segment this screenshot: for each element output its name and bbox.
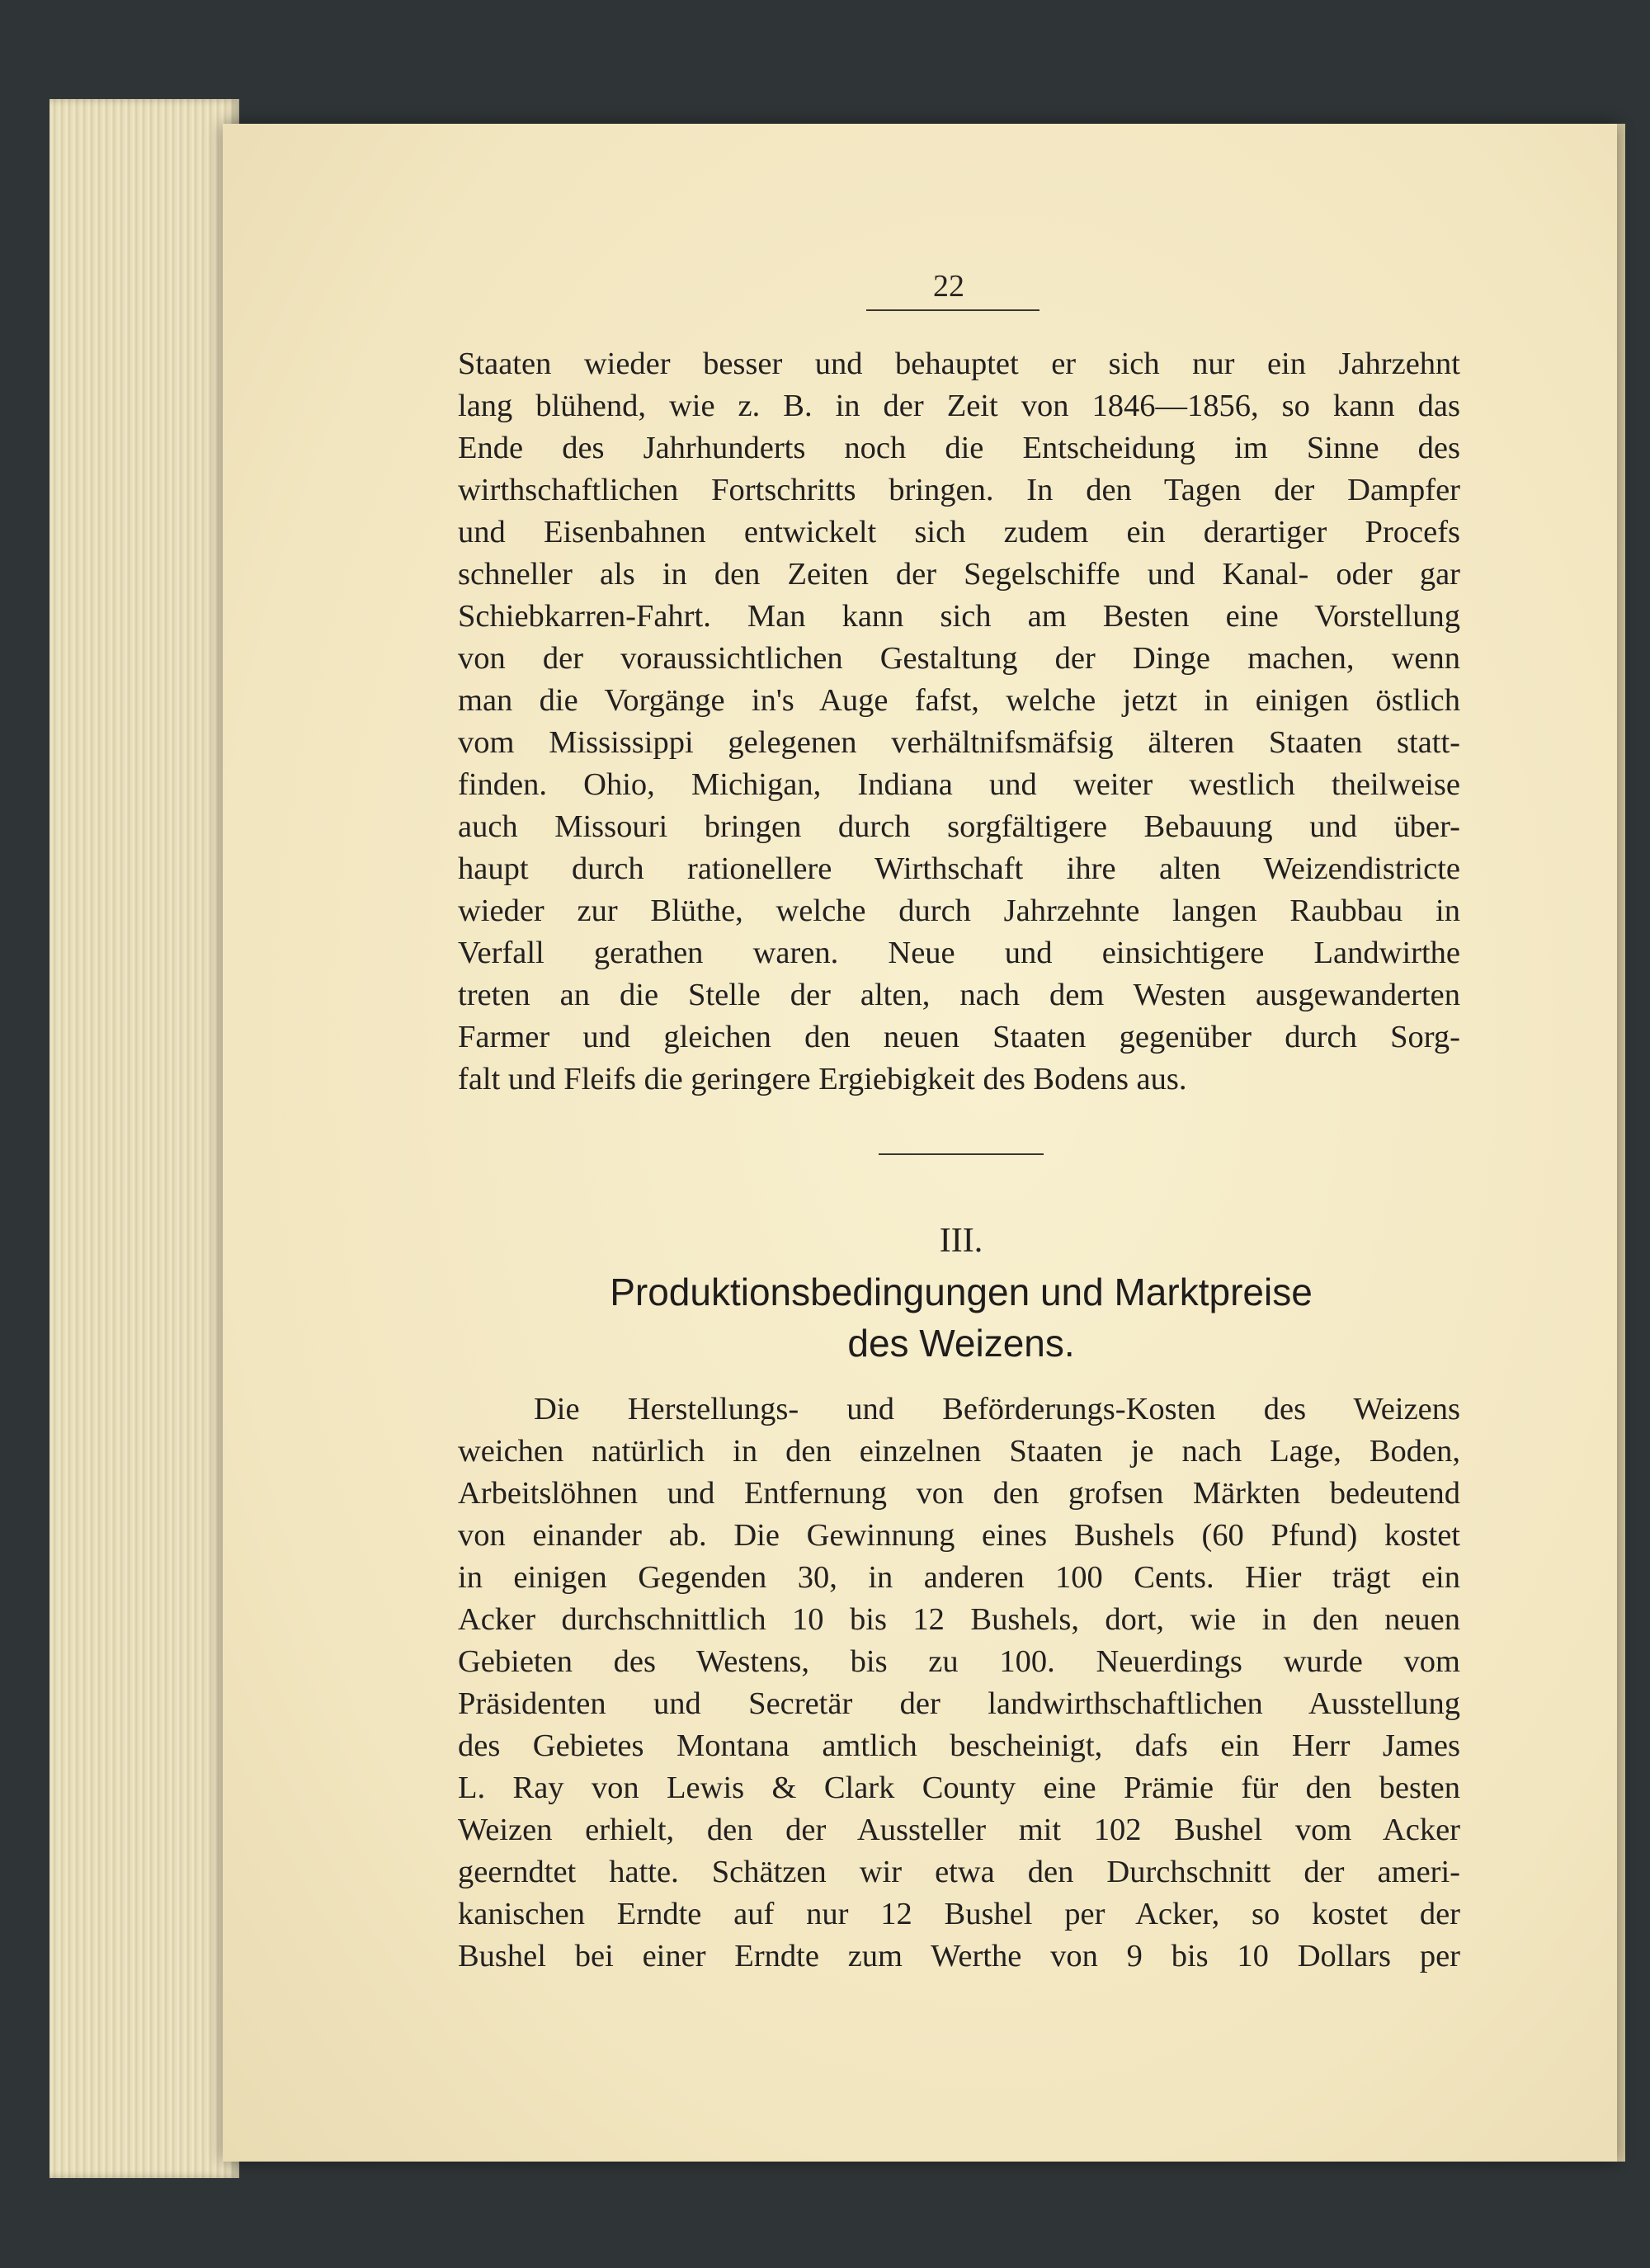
text-line: man die Vorgänge in's Auge fafst, welche jetzt in einigen östlich [458, 683, 1460, 718]
text-line: haupt durch rationellere Wirthschaft ihre alten Weizendistricte [458, 851, 1460, 886]
text-line: falt und Fleifs die geringere Ergiebigkeit des Bodens aus. [458, 1062, 1187, 1096]
text-line: Ende des Jahrhunderts noch die Entscheidung im Sinne des [458, 431, 1460, 465]
text-line: Die Herstellungs- und Beförderungs-Kosten des Weizens [534, 1392, 1460, 1426]
text-line: Präsidenten und Secretär der landwirthschaftlichen Ausstellung [458, 1686, 1460, 1721]
text-line: auch Missouri bringen durch sorgfältigere Bebauung und über- [458, 809, 1460, 844]
text-line: Verfall gerathen waren. Neue und einsichtigere Landwirthe [458, 936, 1460, 970]
chapter-number: III. [939, 1222, 983, 1260]
text-line: Weizen erhielt, den der Aussteller mit 102 Bushel vom Acker [458, 1813, 1460, 1847]
text-line: in einigen Gegenden 30, in anderen 100 Cents. Hier trägt ein [458, 1560, 1460, 1595]
text-line: finden. Ohio, Michigan, Indiana und weiter westlich theilweise [458, 767, 1460, 802]
text-line: weichen natürlich in den einzelnen Staaten je nach Lage, Boden, [458, 1434, 1460, 1469]
page-number: 22 [933, 269, 964, 304]
text-line: wirthschaftlichen Fortschritts bringen. In den Tagen der Dampfer [458, 473, 1460, 507]
section-divider [879, 1153, 1044, 1155]
text-line: und Eisenbahnen entwickelt sich zudem ein derartiger Procefs [458, 515, 1460, 549]
chapter-title-line-2: des Weizens. [847, 1322, 1075, 1365]
text-line: geerndtet hatte. Schätzen wir etwa den Durchschnitt der ameri- [458, 1855, 1460, 1889]
header-rule [866, 309, 1040, 311]
text-line: wieder zur Blüthe, welche durch Jahrzehnte langen Raubbau in [458, 894, 1460, 928]
text-line: treten an die Stelle der alten, nach dem Westen ausgewanderten [458, 978, 1460, 1012]
text-line: Arbeitslöhnen und Entfernung von den grofsen Märkten bedeutend [458, 1476, 1460, 1511]
paragraph-1 [458, 343, 1460, 1101]
text-line: lang blühend, wie z. B. in der Zeit von 1846—1856, so kann das [458, 389, 1460, 423]
page-stack-edge [50, 99, 239, 2178]
chapter-title [462, 1266, 1460, 1369]
text-line: von der voraussichtlichen Gestaltung der Dinge machen, wenn [458, 641, 1460, 676]
text-line: Bushel bei einer Erndte zum Werthe von 9 bis 10 Dollars per [458, 1939, 1460, 1973]
text-line: Acker durchschnittlich 10 bis 12 Bushels, dort, wie in den neuen [458, 1602, 1460, 1637]
chapter-title-line-1: Produktionsbedingungen und Marktpreise [610, 1271, 1313, 1313]
text-line: kanischen Erndte auf nur 12 Bushel per Acker, so kostet der [458, 1897, 1460, 1931]
text-line: vom Mississippi gelegenen verhältnifsmäfsig älteren Staaten statt- [458, 725, 1460, 760]
paragraph-2 [458, 1389, 1460, 1978]
text-line: L. Ray von Lewis & Clark County eine Prämie für den besten [458, 1771, 1460, 1805]
text-line: Schiebkarren-Fahrt. Man kann sich am Besten eine Vorstellung [458, 599, 1460, 634]
text-line: schneller als in den Zeiten der Segelschiffe und Kanal- oder gar [458, 557, 1460, 592]
text-line: von einander ab. Die Gewinnung eines Bushels (60 Pfund) kostet [458, 1518, 1460, 1553]
text-line: Gebieten des Westens, bis zu 100. Neuerdings wurde vom [458, 1644, 1460, 1679]
text-line: Farmer und gleichen den neuen Staaten gegenüber durch Sorg- [458, 1020, 1460, 1054]
text-line: Staaten wieder besser und behauptet er sich nur ein Jahrzehnt [458, 347, 1460, 381]
text-line: des Gebietes Montana amtlich bescheinigt, dafs ein Herr James [458, 1728, 1460, 1763]
